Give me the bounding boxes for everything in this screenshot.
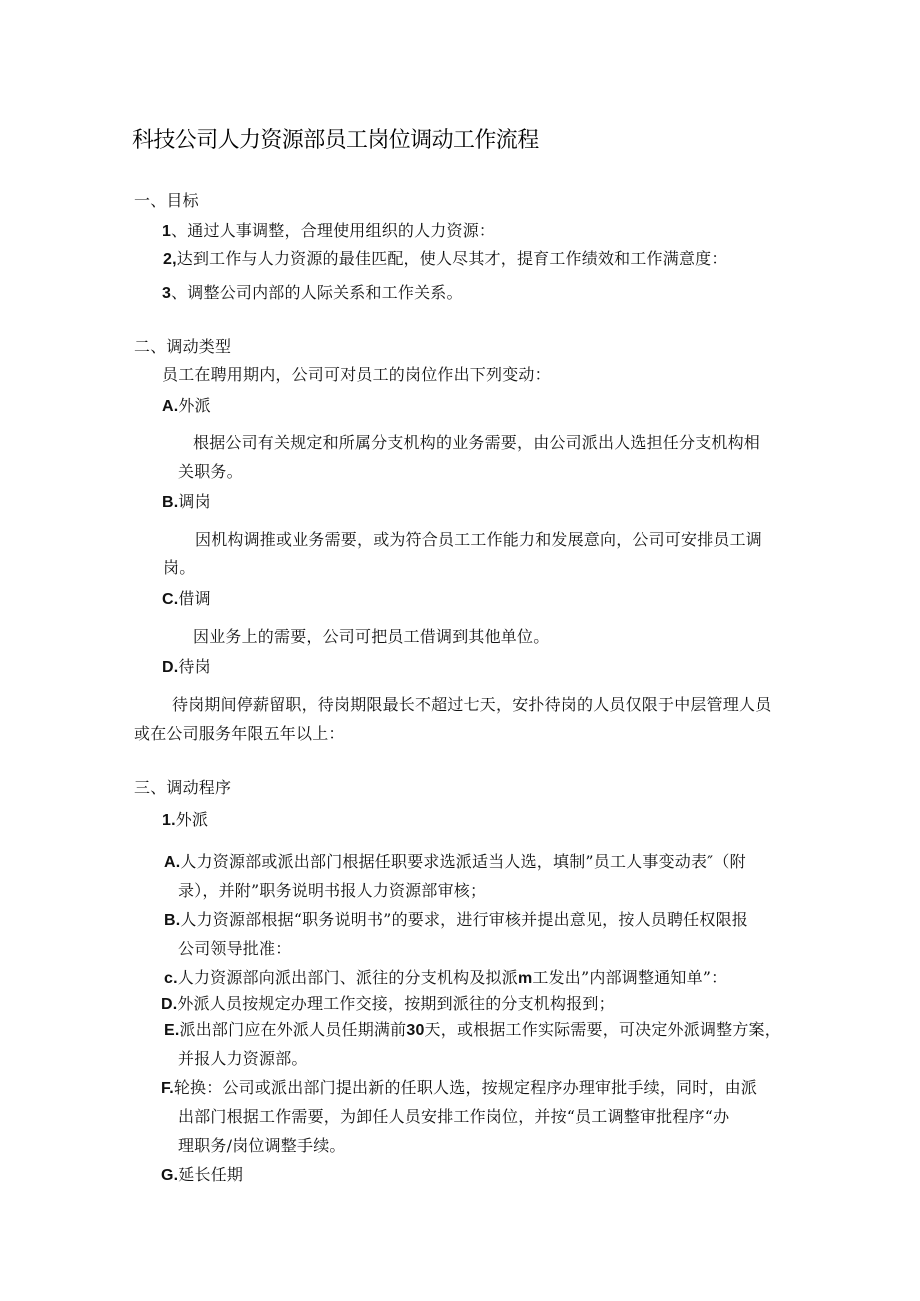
step-text: 工发出”内部调整通知单”： bbox=[532, 968, 728, 987]
procedure-step bbox=[161, 1164, 243, 1187]
type-description: 根据公司有关规定和所属分支机构的业务需要，由公司派出人选担任分支机构相 bbox=[193, 433, 761, 452]
type-mark: A. bbox=[162, 398, 179, 415]
step-continuation: 并报人力资源部。 bbox=[178, 1049, 308, 1068]
sub-label: 外派 bbox=[175, 810, 209, 829]
section-heading-procedure: 三、调动程序 bbox=[134, 778, 232, 797]
sub-number: 1. bbox=[162, 812, 176, 829]
step-mark: F. bbox=[161, 1080, 174, 1097]
step-mark: B. bbox=[164, 912, 181, 929]
step-text: 人力资源部根据“职务说明书”的要求，进行审核并提出意见，按人员聘任权限报 bbox=[180, 910, 748, 929]
step-mark: D. bbox=[161, 996, 178, 1013]
step-text: 轮换：公司或派出部门提出新的任职人选，按规定程序办理审批手续，同时，由派 bbox=[173, 1078, 758, 1097]
procedure-step bbox=[164, 851, 746, 874]
section-heading-goals: 一、目标 bbox=[134, 191, 199, 210]
step-continuation: 录），并附”职务说明书报人力资源部审核； bbox=[178, 881, 487, 900]
inline-mark: 30 bbox=[406, 1022, 425, 1039]
item-number: 3 bbox=[162, 285, 172, 302]
type-heading bbox=[162, 491, 211, 514]
step-continuation: 理职务/岗位调整手续。 bbox=[178, 1136, 346, 1155]
procedure-step bbox=[164, 1019, 781, 1042]
section-intro: 员工在聘用期内，公司可对员工的岗位作出下列变动： bbox=[162, 365, 551, 384]
step-text: 派出部门应在外派人员任期满前 bbox=[179, 1020, 407, 1039]
step-text: 延长任期 bbox=[178, 1165, 244, 1184]
type-mark: C. bbox=[162, 591, 179, 608]
type-description: 关职务。 bbox=[178, 462, 243, 481]
type-description: 或在公司服务年限五年以上： bbox=[134, 724, 345, 743]
type-mark: D. bbox=[162, 659, 179, 676]
item-number: 2, bbox=[163, 251, 177, 268]
inline-mark: m bbox=[517, 970, 533, 987]
type-heading bbox=[162, 395, 211, 418]
type-label: 外派 bbox=[178, 396, 211, 415]
type-description: 岗。 bbox=[163, 558, 196, 577]
item-text: 、通过人事调整，合理使用组织的人力资源： bbox=[171, 221, 496, 240]
procedure-subheading bbox=[162, 809, 208, 832]
step-mark: E. bbox=[164, 1022, 180, 1039]
step-text: 外派人员按规定办理工作交接，按期到派往的分支机构报到； bbox=[177, 994, 615, 1013]
step-continuation: 公司领导批准： bbox=[178, 939, 292, 958]
page-title: 科技公司人力资源部员工岗位调动工作流程 bbox=[132, 128, 539, 153]
procedure-step bbox=[161, 1077, 757, 1100]
type-description: 待岗期间停薪留职，待岗期限最长不超过七天，安扑待岗的人员仅限于中层管理人员 bbox=[172, 695, 772, 714]
item-text: 达到工作与人力资源的最佳匹配，使人尽其才，提育工作绩效和工作满意度： bbox=[176, 249, 728, 268]
section-heading-types: 二、调动类型 bbox=[134, 337, 232, 356]
type-mark: B. bbox=[162, 494, 179, 511]
item-number: 1 bbox=[162, 223, 172, 240]
item-text: 、调整公司内部的人际关系和工作关系。 bbox=[171, 283, 463, 302]
goal-item bbox=[162, 282, 463, 305]
step-text: 人力资源部或派出部门根据任职要求选派适当人选，填制”员工人事变动表″（附 bbox=[180, 852, 746, 871]
type-label: 借调 bbox=[178, 589, 211, 608]
step-text: 天，或根据工作实际需要，可决定外派调整方案， bbox=[424, 1020, 781, 1039]
step-mark: A. bbox=[164, 854, 181, 871]
step-mark: c. bbox=[164, 970, 178, 987]
type-label: 待岗 bbox=[178, 657, 211, 676]
procedure-step bbox=[161, 993, 615, 1016]
type-heading bbox=[162, 588, 211, 611]
procedure-step bbox=[164, 967, 727, 990]
procedure-step bbox=[164, 909, 748, 932]
type-heading bbox=[162, 656, 211, 679]
type-description: 因机构调推或业务需要，或为符合员工工作能力和发展意向，公司可安排员工调 bbox=[195, 530, 763, 549]
goal-item bbox=[163, 248, 728, 271]
step-mark: G. bbox=[161, 1167, 179, 1184]
type-description: 因业务上的需要，公司可把员工借调到其他单位。 bbox=[193, 627, 550, 646]
step-text: 人力资源部向派出部门、派往的分支机构及拟派 bbox=[177, 968, 518, 987]
goal-item bbox=[162, 220, 495, 243]
step-continuation: 出部门根据工作需要，为卸任人员安排工作岗位，并按“员工调整审批程序“办 bbox=[178, 1107, 730, 1126]
type-label: 调岗 bbox=[178, 492, 211, 511]
